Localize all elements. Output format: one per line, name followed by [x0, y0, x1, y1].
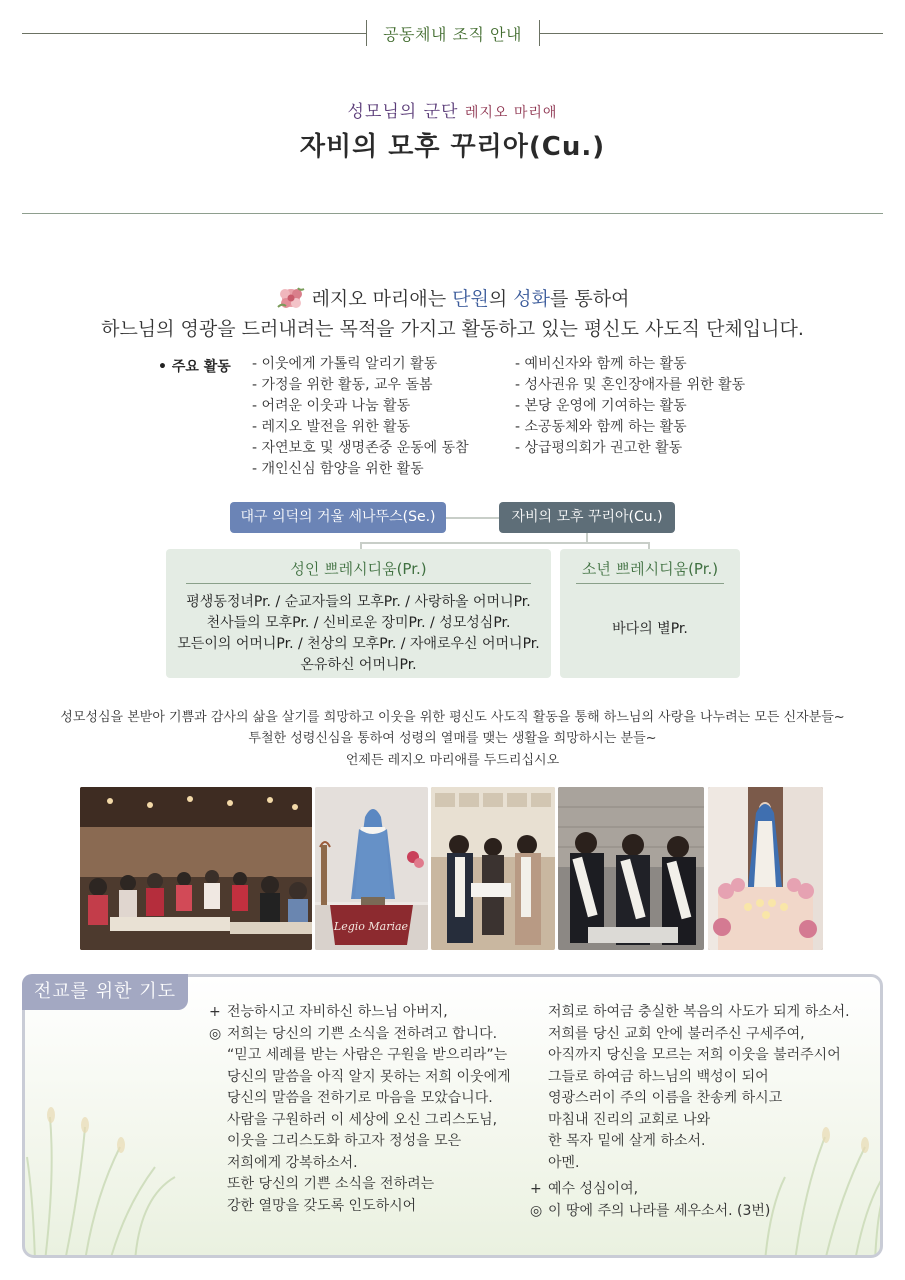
response-mark: ◎ [530, 1202, 543, 1219]
curia-box: 자비의 모후 꾸리아(Cu.) [499, 502, 675, 533]
header-rule-right [539, 33, 883, 34]
statue-banner-text: Legio Mariae [333, 920, 409, 933]
youth-praesidium-title: 소년 쁘레시디움(Pr.) [581, 560, 719, 578]
prayer-column-right [530, 1002, 850, 1222]
adult-praesidium-list [166, 592, 551, 676]
activity-item: - 개인신심 함양을 위한 활동 [252, 461, 424, 477]
activities-list-right [515, 354, 745, 459]
prayer-line-text: 예수 성심이여, [548, 1181, 639, 1197]
page-title: 자비의 모후 꾸리아(Cu.) [299, 132, 606, 162]
activity-item: - 상급평의회가 권고한 활동 [515, 440, 683, 456]
intro-highlight-sanctification: 성화 [513, 288, 550, 310]
prayer-line: 당신의 말씀을 전하기로 마음을 모았습니다. [227, 1090, 493, 1106]
activity-item: - 성사권유 및 혼인장애자를 위한 활동 [515, 377, 746, 393]
invitation-line-3: 언제든 레지오 마리애를 두드리십시오 [345, 753, 560, 768]
prayer-line: 저희에게 강복하소서. [227, 1154, 358, 1171]
praesidium-line: 온유하신 어머니Pr. [300, 657, 417, 673]
prayer-line: 사람을 구원하러 이 세상에 오신 그리스도님, [227, 1111, 498, 1128]
prayer-line: 저희를 당신 교회 안에 불러주신 구세주여, [548, 1025, 805, 1042]
prayer-column-left [209, 1002, 511, 1217]
praesidium-line: 천사들의 모후Pr. / 신비로운 장미Pr. / 성모성심Pr. [206, 615, 511, 631]
prayer-line: 한 목자 밑에 살게 하소서. [548, 1133, 706, 1149]
activity-item: - 소공동체와 함께 하는 활동 [515, 419, 687, 435]
prayer-line: 그들로 하여금 하느님의 백성이 되어 [548, 1068, 769, 1085]
activity-item: - 어려운 이웃과 나눔 활동 [252, 398, 411, 414]
senatus-box: 대구 의덕의 거울 세나뚜스(Se.) [230, 502, 446, 533]
subtitle-part-b: 레지오 마리애 [464, 105, 558, 121]
panel-divider [576, 583, 724, 584]
response-mark: ◎ [209, 1025, 222, 1042]
intro-line-2: 하느님의 영광을 드러내려는 목적을 가지고 활동하고 있는 평신도 사도직 단체입니다. [101, 318, 804, 340]
flower-icon [276, 285, 306, 316]
prayer-line-text: 전능하시고 자비하신 하느님 아버지, [227, 1004, 448, 1020]
invitation-line-1: 성모성심을 본받아 기쁨과 감사의 삶을 살기를 희망하고 이웃을 위한 평신도 사도직 활동을 통해 하느님의 사랑을 나누려는 모든 신자분들~ [60, 710, 845, 725]
praesidium-line: 바다의 별Pr. [612, 621, 688, 637]
prayer-line: 또한 당신의 기쁜 소식을 전하려는 [227, 1176, 435, 1192]
header-rule-left [22, 33, 366, 34]
intro-text: 를 통하여 [549, 288, 630, 310]
photo-greeting-event [431, 787, 555, 950]
activities-list-left [252, 354, 469, 480]
prayer-line [530, 1201, 850, 1223]
panel-divider [186, 583, 531, 584]
adult-praesidium-panel [166, 549, 551, 678]
page-subtitle [0, 97, 905, 122]
youth-praesidium-panel [560, 549, 740, 678]
prayer-line-text: 이 땅에 주의 나라를 세우소서. (3번) [548, 1202, 771, 1219]
photo-leaders-group [558, 787, 704, 950]
activity-item: - 이웃에게 가톨릭 알리기 활동 [252, 356, 438, 372]
praesidium-line: 모든이의 어머니Pr. / 천상의 모후Pr. / 자애로우신 어머니Pr. [177, 636, 540, 652]
activity-item: - 예비신자와 함께 하는 활동 [515, 356, 687, 372]
photo-altar-statue [708, 787, 823, 950]
prayer-line: 아직까지 당신을 모르는 저희 이웃을 불러주시어 [548, 1047, 841, 1063]
adult-praesidium-title: 성인 쁘레시디움(Pr.) [290, 560, 427, 578]
praesidium-line: 평생동정녀Pr. / 순교자들의 모후Pr. / 사랑하올 어머니Pr. [186, 594, 531, 610]
org-connector-horizontal [446, 517, 499, 519]
prayer-line: 이웃을 그리스도화 하고자 정성을 모은 [227, 1133, 462, 1149]
prayer-line: 당신의 말씀을 아직 알지 못하는 저희 이웃에게 [227, 1068, 511, 1085]
intro-line-1 [0, 284, 905, 316]
org-connector-branch [360, 542, 650, 544]
cross-mark: + [209, 1004, 221, 1020]
prayer-line [209, 1002, 511, 1024]
activities-title: • 주요 활동 [158, 359, 231, 375]
prayer-line: 강한 열망을 갖도록 인도하시어 [227, 1197, 417, 1214]
prayer-line-text: 저희는 당신의 기쁜 소식을 전하려고 합니다. [227, 1025, 498, 1042]
activity-item: - 본당 운영에 기여하는 활동 [515, 398, 687, 414]
prayer-line [209, 1024, 511, 1046]
prayer-line: 영광스러이 주의 이름을 찬송케 하시고 [548, 1090, 783, 1106]
prayer-title-tab: 전교를 위한 기도 [22, 974, 188, 1010]
youth-praesidium-list [560, 619, 740, 640]
photo-mary-statue [315, 787, 428, 950]
subtitle-part-a: 성모님의 군단 [347, 102, 465, 122]
header-divider [22, 213, 883, 214]
invitation-line-2: 투철한 성령신심을 통하여 성령의 열매를 맺는 생활을 희망하시는 분들~ [248, 731, 657, 746]
activity-item: - 가정을 위한 활동, 교우 돌봄 [252, 377, 433, 393]
intro-text: 레지오 마리애는 [311, 288, 453, 310]
prayer-line [530, 1179, 850, 1201]
prayer-line: “믿고 세례를 받는 사람은 구원을 받으리라”는 [227, 1047, 508, 1063]
prayer-line: 아멘. [548, 1154, 580, 1171]
activity-item: - 자연보호 및 생명존중 운동에 동참 [252, 440, 469, 456]
photo-assembly-hall [80, 787, 312, 950]
cross-mark: + [530, 1181, 542, 1197]
section-label: 공동체내 조직 안내 [383, 25, 522, 44]
intro-highlight-member: 단원 [452, 288, 489, 310]
prayer-line: 저희로 하여금 충실한 복음의 사도가 되게 하소서. [548, 1004, 850, 1020]
prayer-line: 마침내 진리의 교회로 나와 [548, 1111, 711, 1128]
intro-text: 의 [488, 288, 514, 310]
activity-item: - 레지오 발전을 위한 활동 [252, 419, 411, 435]
